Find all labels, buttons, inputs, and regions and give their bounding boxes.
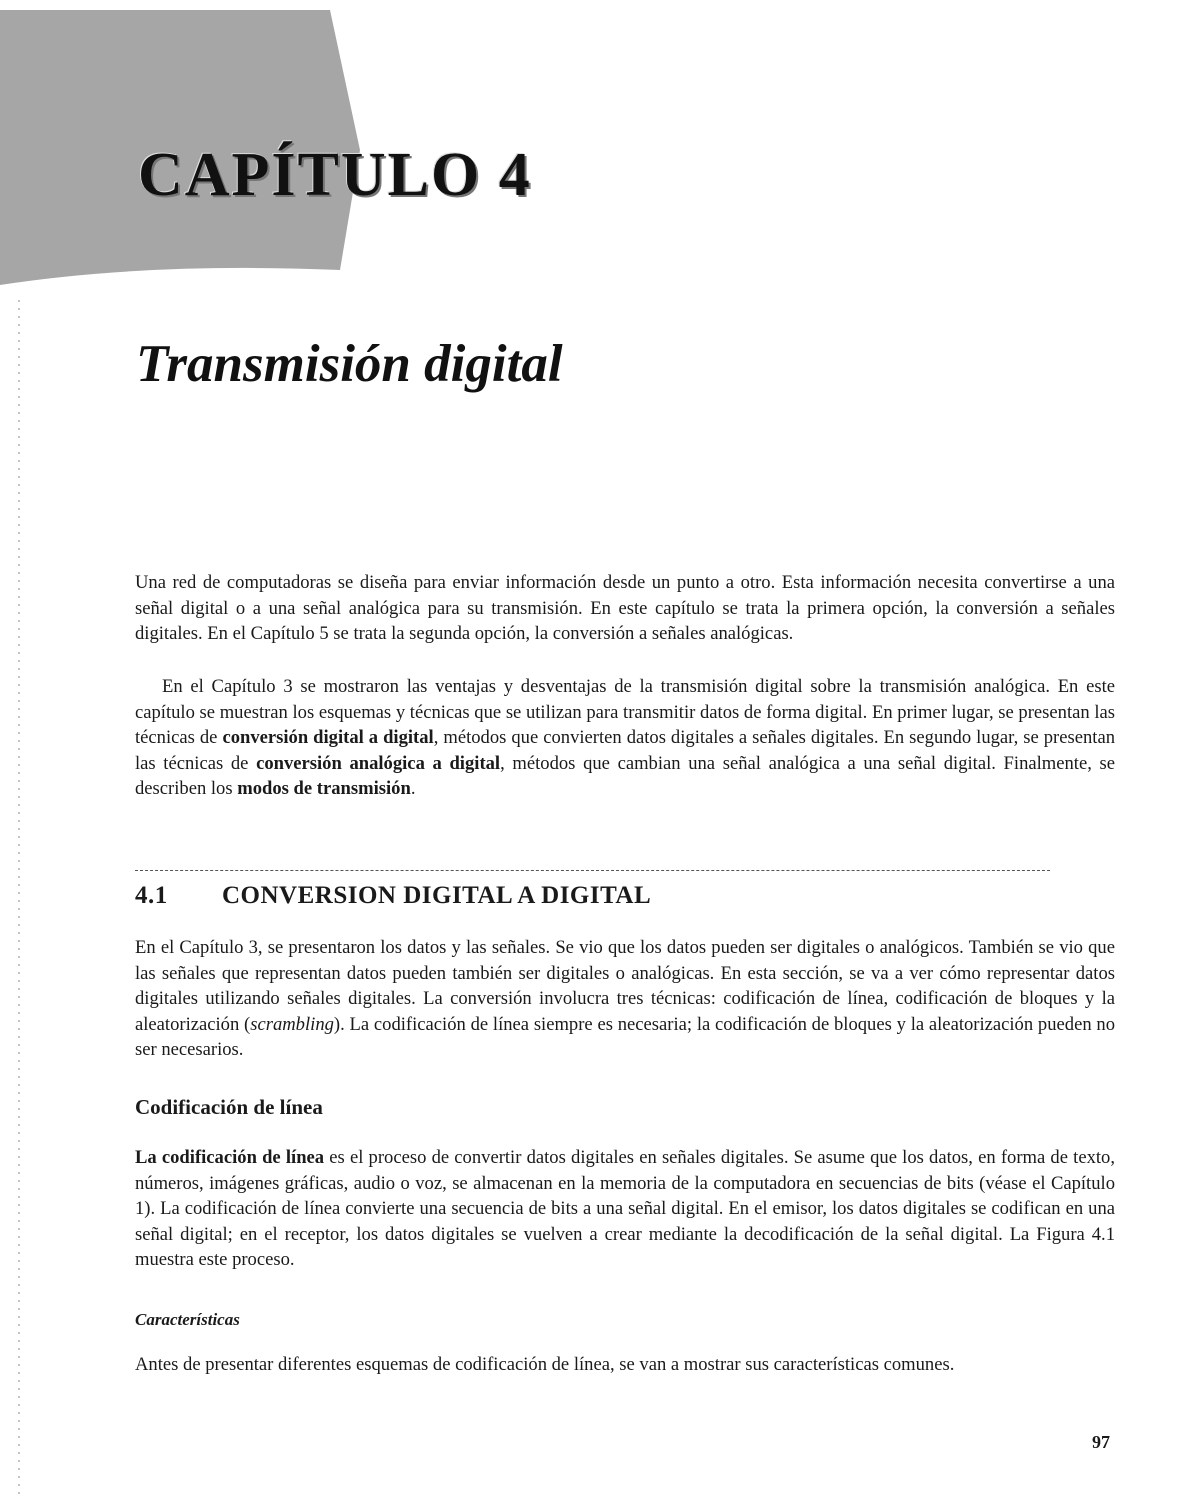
term-scrambling: scrambling: [250, 1013, 334, 1035]
section-heading: [135, 882, 651, 910]
section-paragraph: [135, 935, 1115, 1063]
term-conversion-digital: conversión digital a digital: [222, 727, 434, 748]
intro-p2-text: En el Capítulo 3 se mostraron las ventajas y desventajas de la transmisión digital sobre la transmisión analógica. En este capítulo se muestran los esquemas y técnicas que se utilizan para transmitir datos de forma digital. En primer lugar, se presentan las técnicas de: [135, 676, 1115, 748]
subsection-heading: Codificación de línea: [135, 1095, 323, 1119]
section-number: 4.1: [135, 882, 168, 909]
subsection-text: es el proceso de convertir datos digitales en señales digitales. Se asume que los datos, en forma de texto, números, imágenes gráficas, audio o voz, se almacenan en la memoria de la computadora en secuencias de bits (véase el Capítulo 1). La codificación de línea convierte una secuencia de bits a una señal digital. En el emisor, los datos digitales se codifican en una señal digital; en el receptor, los datos digitales se vuelven a crear mediante la decodificación de la señal digital. La Figura 4.1 muestra este proceso.: [135, 1147, 1115, 1270]
subsection-paragraph: [135, 1145, 1115, 1273]
intro-paragraph-2: [135, 674, 1115, 802]
intro-p2-text: , métodos que convierten datos digitales a señales digitales. En segundo lugar, se presentan las técnicas de: [135, 727, 1115, 774]
section-title: CONVERSION DIGITAL A DIGITAL: [222, 882, 652, 909]
scan-margin-marks: [14, 300, 24, 1500]
intro-p2-text: .: [410, 778, 416, 799]
section-text: En el Capítulo 3, se presentaron los datos y las señales. Se vio que los datos pueden ser digitales o analógicos. También se vio que las señales que representan datos pueden también ser digitales o analógicas. En esta sección, se va a ver cómo representar datos digitales utilizando señales digitales. La conversión involucra tres técnicas: codificación de línea, codificación de bloques y la aleatorización (: [135, 937, 1115, 1035]
term-modos-transmision: modos de transmisión: [237, 778, 411, 799]
chapter-subtitle: Transmisión digital: [136, 335, 563, 393]
term-codificacion-linea: La codificación de línea: [135, 1147, 325, 1168]
section-text: ). La codificación de línea siempre es necesaria; la codificación de bloques y la aleatorización pueden no ser necesarios.: [135, 1013, 1115, 1060]
page-number: 97: [1092, 1432, 1110, 1452]
term-conversion-analogica: conversión analógica a digital: [256, 752, 501, 774]
subsubsection-paragraph: Antes de presentar diferentes esquemas de codificación de línea, se van a mostrar sus características comunes.: [135, 1354, 955, 1375]
intro-paragraph-1: Una red de computadoras se diseña para enviar información desde un punto a otro. Esta información necesita convertirse a una señal digital o a una señal analógica para su transmisión. En este capítulo se trata la primera opción, la conversión a señales digitales. En el Capítulo 5 se trata la segunda opción, la conversión a señales analógicas.: [135, 572, 1115, 644]
section-divider: [135, 870, 1050, 871]
subsubsection-heading: Características: [135, 1310, 240, 1329]
chapter-title: CAPÍTULO 4: [138, 141, 532, 209]
intro-p2-text: , métodos que cambian una señal analógica a una señal digital. Finalmente, se describen los: [135, 752, 1116, 799]
